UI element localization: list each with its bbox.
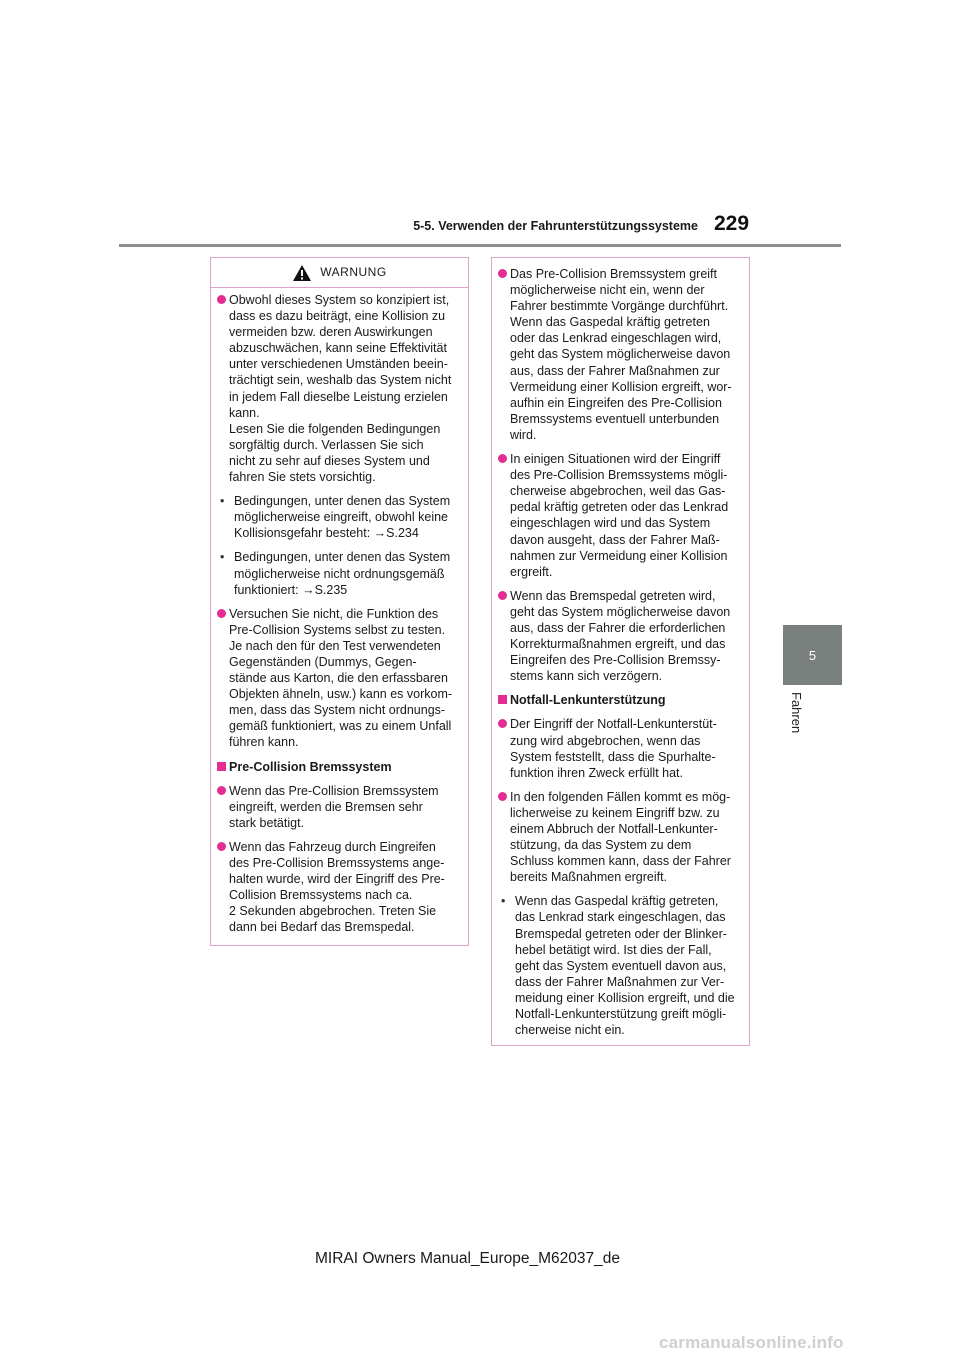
continued-items <box>492 262 749 1038</box>
list-item <box>217 292 462 485</box>
chapter-tab <box>783 625 842 685</box>
list-item <box>217 606 462 751</box>
list-item <box>498 716 743 780</box>
list-item-text: In einigen Situationen wird der Eingriff des Pre-Collision Bremssystems mögli- cherweise abgebrochen, weil das Gas- pedal kräftig getreten oder das Lenkrad eingeschlagen wird und das System davon ausgeht, dass der Fahrer Maß- nahmen zur Vermeidung einer Kollision ergreift. <box>510 452 729 579</box>
list-item-text: Obwohl dieses System so konzipiert ist, dass es dazu beiträgt, eine Kollision zu vermeiden bzw. deren Auswirkungen abzuschwächen, kann seine Effektivität unter verschiedenen Umständen beein- trächtigt sein, weshalb das System nicht in jedem Fall dieselbe Leistung erzielen kann. Lesen Sie die folgenden Bedingungen sorgfältig durch. Verlassen Sie sich nicht zu sehr auf dieses System und fahren Sie stets vorsichtig. <box>229 293 452 485</box>
list-item <box>498 588 743 685</box>
watermark: carmanualsonline.info <box>659 1333 844 1352</box>
list-item-text: In den folgenden Fällen kommt es mög- licherweise zu keinem Eingriff bzw. zu einem Abbruch der Notfall-Lenkunter- stützung, da das System zu dem Schluss kommen kann, dass der Fahrer bereits Maßnahmen ergreift. <box>510 789 731 885</box>
list-item <box>498 451 743 580</box>
list-item <box>498 789 743 886</box>
subsection-heading <box>498 692 743 708</box>
list-item-text: Wenn das Fahrzeug durch Eingreifen des Pre-Collision Bremssystems ange- halten wurde, wird der Eingriff des Pre- Collision Bremssystems nach ca. 2 Sekunden abgebrochen. Treten Sie dann bei Bedarf das Bremspedal. <box>229 839 445 935</box>
list-item <box>217 783 462 831</box>
warning-triangle-icon <box>292 264 312 282</box>
list-item-text: Versuchen Sie nicht, die Funktion des Pre-Collision Systems selbst zu testen. Je nach den für den Test verwendeten Gegenständen (Dummys, Gegen- stände aus Karton, die den erfassbaren Objekten ähneln, usw.) kann es vorkom- men, dass das System nicht ordnungs- gemäß funktioniert, was zu einem Unfall führen kann. <box>229 606 453 750</box>
list-item <box>217 549 462 597</box>
warning-box-continued <box>491 257 750 1046</box>
list-item <box>498 266 743 443</box>
list-item-text: Der Eingriff der Notfall-Lenkunterstüt- zung wird abgebrochen, wenn das System feststellt, dass die Spurhalte- funktion ihren Zweck erfüllt hat. <box>510 717 717 780</box>
list-item-text: Wenn das Pre-Collision Bremssystem eingreift, werden die Bremsen sehr stark betätigt. <box>229 783 439 830</box>
page-number: 229 <box>714 212 750 235</box>
warning-items <box>211 288 468 935</box>
subsection-heading <box>217 759 462 775</box>
subsection-heading-text: Pre-Collision Bremssystem <box>229 759 392 774</box>
header-divider <box>119 244 841 247</box>
warning-box <box>210 257 469 946</box>
list-item <box>217 493 462 541</box>
list-item-text: Das Pre-Collision Bremssystem greift möglicherweise nicht ein, wenn der Fahrer bestimmte Vorgänge durchführt. Wenn das Gaspedal kräftig getreten oder das Lenkrad eingeschlagen wird, geht das System möglicherweise davon aus, dass der Fahrer Maßnahmen zur Vermeidung einer Kollision ergreift, wor- aufhin ein Eingreifen des Pre-Collision Bremssystems eventuell unterbunden wird. <box>510 267 732 442</box>
list-item <box>498 893 743 1038</box>
list-item-text: • Bedingungen, unter denen das System möglicherweise eingreift, obwohl keine Kollisionsgefahr besteht: →S.234 <box>234 494 451 541</box>
chapter-number: 5 <box>808 647 817 663</box>
warning-header <box>211 258 468 288</box>
manual-title: MIRAI Owners Manual_Europe_M62037_de <box>315 1250 621 1267</box>
subsection-heading-text: Notfall-Lenkunterstützung <box>510 693 666 708</box>
chapter-label: Fahren <box>789 692 804 734</box>
list-item <box>217 839 462 936</box>
list-item-text: • Wenn das Gaspedal kräftig getreten, das Lenkrad stark eingeschlagen, das Bremspedal getreten oder der Blinker- hebel betätigt wird. Ist dies der Fall, geht das System eventuell davon aus, dass der Fahrer Maßnahmen zur Ver- meidung einer Kollision ergreift, und die Notfall-Lenkunterstützung greift mögli- cherweise nicht ein. <box>515 894 735 1038</box>
list-item-text: Wenn das Bremspedal getreten wird, geht das System möglicherweise davon aus, dass der Fahrer die erforderlichen Korrekturmaßnahmen ergreift, und das Eingreifen des Pre-Collision Bremssy- stems kann sich verzögern. <box>510 588 731 684</box>
section-title: 5-5. Verwenden der Fahrunterstützungssysteme <box>413 219 698 233</box>
list-item-text: • Bedingungen, unter denen das System möglicherweise nicht ordnungsgemäß funktioniert: →S.235 <box>234 550 451 597</box>
warning-title: WARNUNG <box>320 265 387 280</box>
